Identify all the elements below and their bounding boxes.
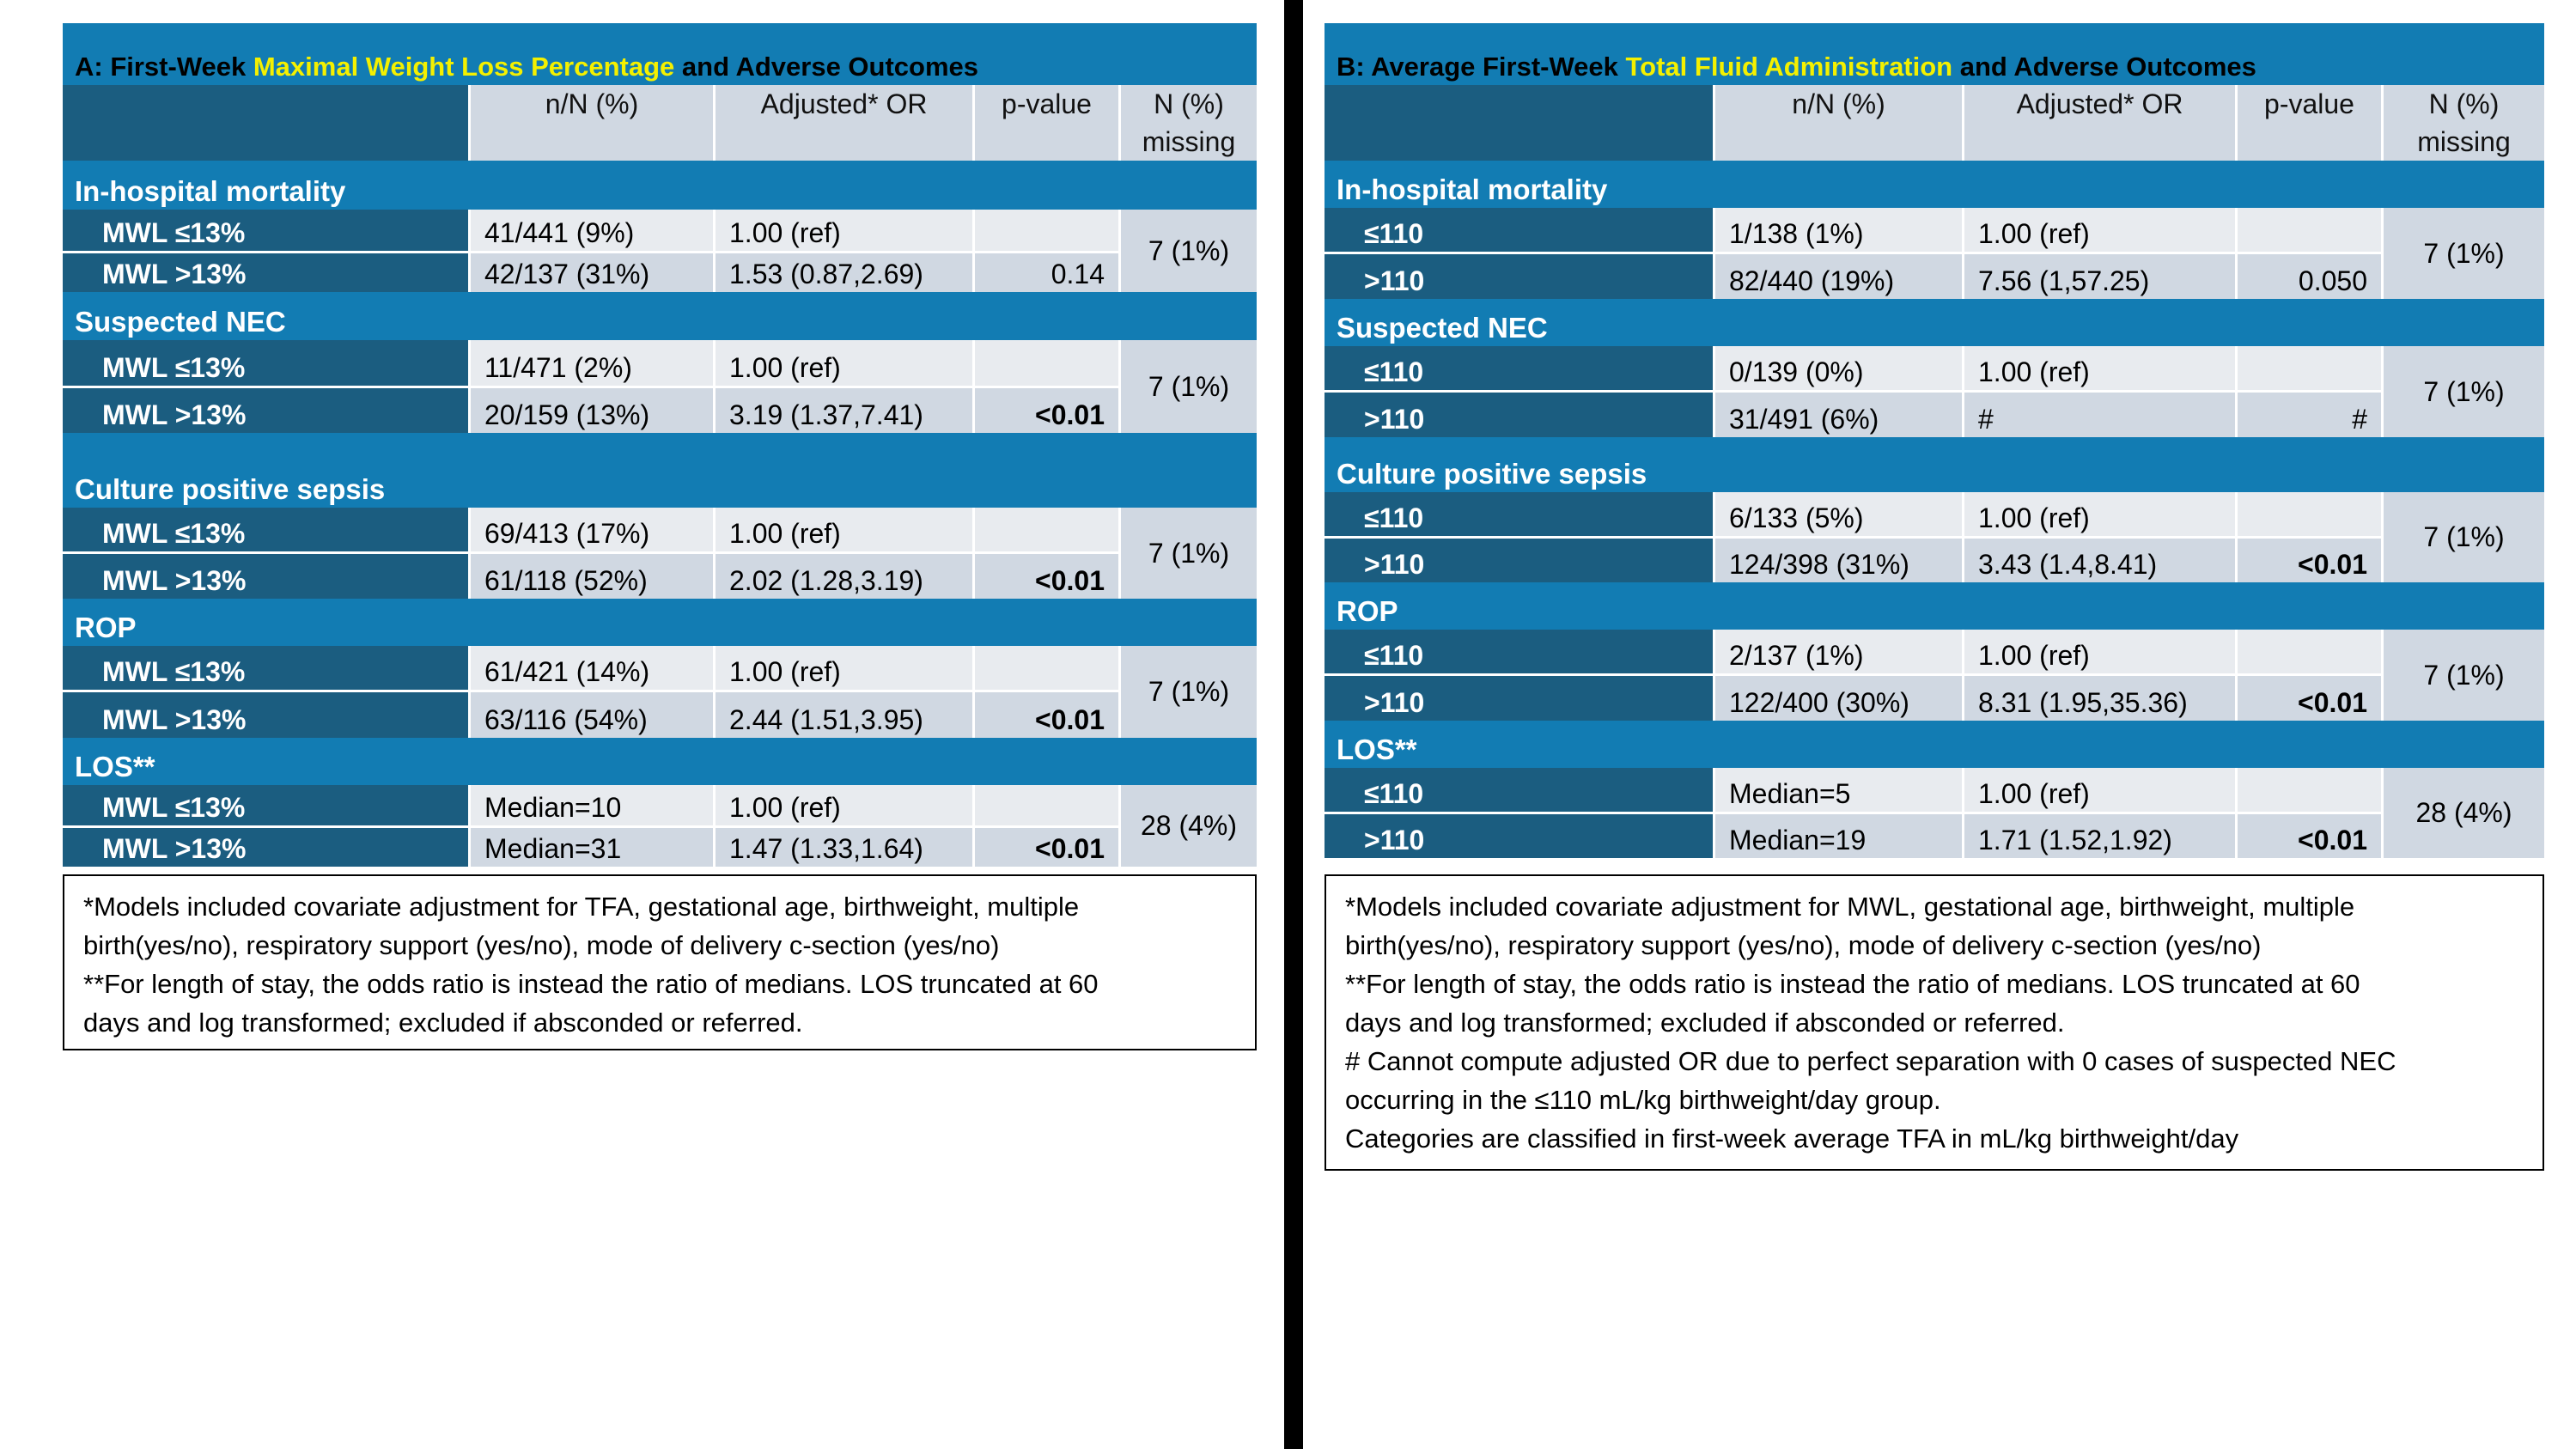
cell-or: 1.47 (1.33,1.64) [713,828,972,867]
panel-b-table [1325,23,2544,858]
row-label: MWL ≤13% [63,210,468,251]
cell-n: Median=5 [1713,768,1962,812]
cell-n: Median=19 [1713,814,1962,858]
section-header: LOS** [1325,721,2544,768]
row-label: ≤110 [1325,346,1713,390]
footnote-line: # Cannot compute adjusted OR due to perfect separation with 0 cases of suspected NEC [1345,1046,2396,1076]
section-header: ROP [63,599,1257,646]
cell-pvalue: 0.14 [972,253,1118,292]
table-row [1325,492,2381,539]
table-row [63,253,1118,292]
cell-missing: 7 (1%) [1118,508,1257,599]
footnote-line: Categories are classified in first-week average TFA in mL/kg birthweight/day [1345,1123,2239,1154]
cell-or: 8.31 (1.95,35.36) [1962,676,2235,721]
row-label: MWL ≤13% [63,508,468,551]
row-label: >110 [1325,676,1713,721]
cell-pvalue: <0.01 [972,388,1118,433]
cell-pvalue: 0.050 [2235,254,2381,299]
section-header: Culture positive sepsis [63,433,1257,508]
cell-n: 124/398 (31%) [1713,539,1962,582]
footnote-line: birth(yes/no), respiratory support (yes/no), mode of delivery c-section (yes/no) [83,930,1000,960]
cell-n: 11/471 (2%) [468,340,713,386]
row-label: ≤110 [1325,492,1713,536]
cell-pvalue [972,210,1118,251]
row-label: MWL >13% [63,828,468,867]
cell-or: 1.00 (ref) [1962,346,2235,390]
cell-or: 1.00 (ref) [713,508,972,551]
cell-missing: 7 (1%) [2381,346,2544,437]
section-header: Suspected NEC [1325,299,2544,346]
section-header: In-hospital mortality [63,161,1257,210]
table-row [1325,814,2381,858]
column-header-row [63,85,1257,161]
cell-n: 61/118 (52%) [468,554,713,599]
footnote-line: *Models included covariate adjustment for TFA, gestational age, birthweight, multiple [83,892,1080,922]
table-row [1325,768,2381,814]
row-label: MWL >13% [63,692,468,738]
row-label: >110 [1325,814,1713,858]
row-label: ≤110 [1325,630,1713,673]
row-label: MWL ≤13% [63,785,468,825]
panel-a-footnotes [63,874,1257,1050]
cell-pvalue: <0.01 [972,828,1118,867]
row-label: ≤110 [1325,208,1713,252]
footnote-line: *Models included covariate adjustment for MWL, gestational age, birthweight, multiple [1345,892,2355,922]
cell-missing: 7 (1%) [2381,208,2544,299]
cell-pvalue: <0.01 [2235,676,2381,721]
footnote-line: **For length of stay, the odds ratio is instead the ratio of medians. LOS truncated at 60 [1345,969,2360,999]
cell-pvalue [2235,492,2381,536]
table-row [1325,676,2381,721]
cell-pvalue: <0.01 [972,554,1118,599]
cell-or: 1.00 (ref) [713,785,972,825]
table-row [63,340,1118,388]
header-n: n/N (%) [468,85,713,161]
panel-a-table [63,23,1257,867]
row-label: MWL >13% [63,388,468,433]
cell-missing: 7 (1%) [2381,492,2544,582]
row-label: >110 [1325,393,1713,437]
row-label: MWL ≤13% [63,646,468,690]
table-row [1325,393,2381,437]
section-header: In-hospital mortality [1325,161,2544,208]
cell-pvalue: <0.01 [972,692,1118,738]
row-label: MWL ≤13% [63,340,468,386]
table-row [63,646,1118,692]
section-header: ROP [1325,582,2544,630]
cell-or: 2.44 (1.51,3.95) [713,692,972,738]
row-label: >110 [1325,539,1713,582]
table-row [63,554,1118,599]
cell-missing: 7 (1%) [1118,646,1257,738]
table-row [1325,208,2381,254]
table-row [1325,539,2381,582]
cell-or: 1.71 (1.52,1.92) [1962,814,2235,858]
section-group [63,508,1257,599]
cell-or: 2.02 (1.28,3.19) [713,554,972,599]
table-row [1325,630,2381,676]
section-group [63,210,1257,292]
row-label: MWL >13% [63,253,468,292]
cell-or: 1.00 (ref) [1962,208,2235,252]
cell-pvalue [2235,768,2381,812]
cell-pvalue [972,508,1118,551]
table-row [63,508,1118,554]
section-group [1325,208,2544,299]
cell-or: 1.00 (ref) [713,340,972,386]
cell-or: 1.00 (ref) [1962,768,2235,812]
section-group [63,340,1257,433]
section-group [1325,630,2544,721]
cell-missing: 7 (1%) [1118,340,1257,433]
footnote-line: birth(yes/no), respiratory support (yes/no), mode of delivery c-section (yes/no) [1345,930,2262,960]
cell-n: 122/400 (30%) [1713,676,1962,721]
cell-pvalue [2235,208,2381,252]
section-header: LOS** [63,738,1257,785]
cell-n: Median=10 [468,785,713,825]
cell-missing: 7 (1%) [1118,210,1257,292]
section-group [63,646,1257,738]
cell-or: 1.53 (0.87,2.69) [713,253,972,292]
header-missing: N (%) missing [1118,85,1257,161]
cell-or: 1.00 (ref) [1962,492,2235,536]
cell-missing: 28 (4%) [1118,785,1257,867]
header-pvalue: p-value [972,85,1118,161]
cell-pvalue [2235,346,2381,390]
cell-n: 42/137 (31%) [468,253,713,292]
cell-n: 41/441 (9%) [468,210,713,251]
panel-a-title: A: First-Week Maximal Weight Loss Percentage and Adverse Outcomes [63,23,1257,85]
cell-n: 63/116 (54%) [468,692,713,738]
cell-pvalue [972,785,1118,825]
cell-or: 3.19 (1.37,7.41) [713,388,972,433]
cell-n: 1/138 (1%) [1713,208,1962,252]
section-group [1325,346,2544,437]
header-pvalue: p-value [2235,85,2381,161]
panel-divider [1284,0,1303,1449]
table-row [1325,346,2381,393]
table-row [63,388,1118,433]
table-row [1325,254,2381,299]
header-n: n/N (%) [1713,85,1962,161]
cell-pvalue: <0.01 [2235,814,2381,858]
panel-b-title: B: Average First-Week Total Fluid Administration and Adverse Outcomes [1325,23,2544,85]
table-row [63,692,1118,738]
section-header: Culture positive sepsis [1325,437,2544,492]
cell-n: 82/440 (19%) [1713,254,1962,299]
panel-b-footnotes [1325,874,2544,1171]
cell-missing: 7 (1%) [2381,630,2544,721]
cell-n: 69/413 (17%) [468,508,713,551]
cell-pvalue: # [2235,393,2381,437]
cell-n: 61/421 (14%) [468,646,713,690]
section-group [63,785,1257,867]
section-header: Suspected NEC [63,292,1257,340]
cell-n: 6/133 (5%) [1713,492,1962,536]
column-header-row [1325,85,2544,161]
table-row [63,828,1118,867]
section-group [1325,768,2544,858]
row-label: MWL >13% [63,554,468,599]
cell-or: 1.00 (ref) [713,646,972,690]
cell-or: 7.56 (1,57.25) [1962,254,2235,299]
cell-n: 20/159 (13%) [468,388,713,433]
table-row [63,210,1118,253]
footnote-line: **For length of stay, the odds ratio is instead the ratio of medians. LOS truncated at 60 [83,969,1099,999]
footnote-line: occurring in the ≤110 mL/kg birthweight/day group. [1345,1085,1941,1115]
row-label: ≤110 [1325,768,1713,812]
cell-pvalue [972,340,1118,386]
row-label: >110 [1325,254,1713,299]
cell-missing: 28 (4%) [2381,768,2544,858]
cell-or: 1.00 (ref) [713,210,972,251]
header-or: Adjusted* OR [713,85,972,161]
header-missing: N (%) missing [2381,85,2544,161]
cell-pvalue: <0.01 [2235,539,2381,582]
header-or: Adjusted* OR [1962,85,2235,161]
cell-or: 3.43 (1.4,8.41) [1962,539,2235,582]
cell-n: 2/137 (1%) [1713,630,1962,673]
cell-or: # [1962,393,2235,437]
cell-n: 31/491 (6%) [1713,393,1962,437]
footnote-line: days and log transformed; excluded if absconded or referred. [83,1008,803,1038]
cell-n: 0/139 (0%) [1713,346,1962,390]
table-row [63,785,1118,828]
section-group [1325,492,2544,582]
cell-n: Median=31 [468,828,713,867]
cell-or: 1.00 (ref) [1962,630,2235,673]
footnote-line: days and log transformed; excluded if absconded or referred. [1345,1008,2065,1038]
cell-pvalue [2235,630,2381,673]
cell-pvalue [972,646,1118,690]
